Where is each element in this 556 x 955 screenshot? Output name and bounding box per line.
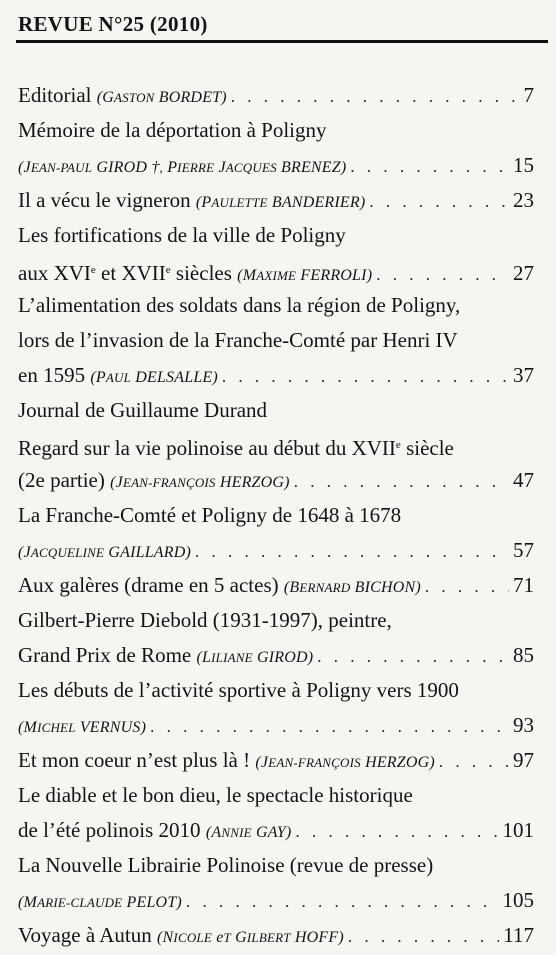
toc-page-number: 23 [513,188,534,212]
dot-leader [376,257,509,292]
toc-line [18,533,534,568]
toc-line [18,813,534,848]
toc-page-number: 7 [523,83,534,107]
toc-line [18,113,534,148]
toc-page-number: 101 [502,818,534,842]
toc-page-number: 37 [513,363,534,387]
toc-line [18,708,534,743]
toc-page-number: 85 [513,643,534,667]
dot-leader [222,359,509,394]
toc-entry-author: (JACQUELINE GAILLARD) [18,544,192,561]
toc-entry-title: (2e partie) (JEAN-FRANÇOIS HERZOG) [18,468,290,492]
toc-page-number: 93 [513,713,534,737]
dot-leader [425,569,509,604]
toc-line [18,428,534,463]
toc-entry-author: (GASTON BORDET) [96,89,227,106]
dot-leader [150,709,509,744]
toc-line [18,883,534,918]
toc-entry-title: de l’été polinois 2010 (ANNIE GAY) [18,818,292,842]
toc-entry-title: Les débuts de l’activité sportive à Poligny vers 1900 [18,678,459,702]
dot-leader [317,639,509,674]
toc-entry-title: Les fortifications de la ville de Poligny [18,223,346,247]
toc-entry-author: (NICOLE eT GILBERT HOFF) [157,929,344,946]
dot-leader [439,744,509,779]
toc-line [18,253,534,288]
toc-page-number: 97 [513,748,534,772]
toc-page-number: 57 [513,538,534,562]
dot-leader [195,534,509,569]
dot-leader [350,149,509,184]
toc-line [18,673,534,708]
toc-entry-title: Editorial (GASTON BORDET) [18,83,227,107]
toc-entry-title: lors de l’invasion de la Franche-Comté par Henri IV [18,328,458,352]
toc-line [18,78,534,113]
toc-entry-author: (PAULETTE BANDERIER) [195,194,366,211]
toc-line [18,148,534,183]
toc-entry-author: (MAXIME FERROLI) [237,267,373,284]
dot-leader [186,884,499,919]
toc-line [18,393,534,428]
toc-entry-author: (JEAN-PAUL GIROD †, PIERRE JACQUES BRENEZ) [18,159,347,176]
toc-entry-title: Mémoire de la déportation à Poligny [18,118,327,142]
toc-line [18,848,534,883]
toc-entry-title: Regard sur la vie polinoise au début du XVIIe siècle [18,436,454,460]
toc-line [18,568,534,603]
toc-line [18,918,534,953]
toc-page-number: 15 [513,153,534,177]
table-of-contents [18,78,534,953]
toc-page-number: 47 [513,468,534,492]
toc-entry-title: Voyage à Autun (NICOLE eT GILBERT HOFF) [18,923,344,947]
toc-line [18,743,534,778]
toc-entry-author: (ANNIE GAY) [205,824,292,841]
toc-entry-title: en 1595 (PAUL DELSALLE) [18,363,218,387]
toc-line [18,603,534,638]
toc-line [18,218,534,253]
toc-entry-title: Et mon coeur n’est plus là ! (JEAN-FRANÇOIS HERZOG) [18,748,435,772]
toc-entry-title: La Franche-Comté et Poligny de 1648 à 1678 [18,503,402,527]
toc-line [18,778,534,813]
toc-entry-title: aux XVIe et XVIIe siècles (MAXIME FERROLI) [18,261,373,285]
toc-entry-title: Il a vécu le vigneron (PAULETTE BANDERIER) [18,188,366,212]
toc-line [18,638,534,673]
toc-entry-title [18,708,146,745]
toc-entry-author: (BERNARD BICHON) [283,579,421,596]
dot-leader [348,919,499,954]
dot-leader [295,814,498,849]
toc-line [18,323,534,358]
toc-entry-title: La Nouvelle Librairie Polinoise (revue de presse) [18,853,434,877]
toc-page-number: 117 [503,923,534,947]
toc-entry-author: (JEAN-FRANÇOIS HERZOG) [255,754,435,771]
toc-entry-author: (JEAN-FRANÇOIS HERZOG) [110,474,290,491]
toc-entry-title [18,148,346,185]
toc-line [18,463,534,498]
toc-entry-author: (LILIANE GIROD) [196,649,314,666]
dot-leader [231,79,520,114]
toc-entry-title: L’alimentation des soldats dans la région de Poligny, [18,293,461,317]
toc-line [18,358,534,393]
title-rule [16,40,548,43]
toc-page-number: 71 [513,573,534,597]
page-title: REVUE N°25 (2010) [18,12,208,36]
toc-entry-author: (MICHEL VERNUS) [18,719,147,736]
toc-page-number: 27 [513,261,534,285]
toc-line [18,183,534,218]
toc-entry-author: (MARIE-CLAUDE PELOT) [18,894,182,911]
dot-leader [294,464,509,499]
toc-page-number: 105 [502,888,534,912]
toc-entry-title [18,883,182,920]
toc-entry-title: Aux galères (drame en 5 actes) (BERNARD BICHON) [18,573,421,597]
dot-leader [369,184,509,219]
toc-entry-title: Le diable et le bon dieu, le spectacle historique [18,783,413,807]
toc-entry-title: Journal de Guillaume Durand [18,398,268,422]
toc-entry-title: Gilbert-Pierre Diebold (1931-1997), peintre, [18,608,392,632]
toc-entry-title: Grand Prix de Rome (LILIANE GIROD) [18,643,314,667]
toc-entry-author: (PAUL DELSALLE) [90,369,218,386]
toc-line [18,498,534,533]
toc-line [18,288,534,323]
toc-entry-title [18,533,191,570]
